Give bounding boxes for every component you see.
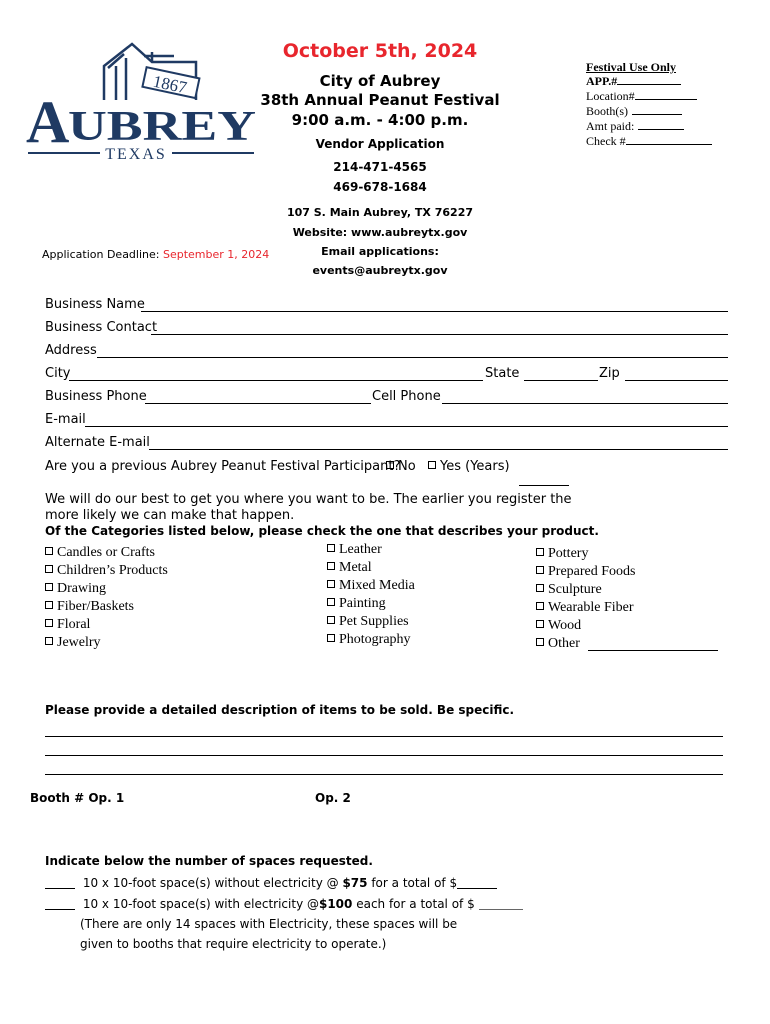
category-label: Jewelry xyxy=(57,635,101,650)
phone-2: 469-678-1684 xyxy=(333,180,427,194)
qty-without-electricity[interactable] xyxy=(45,888,75,889)
category-floral[interactable] xyxy=(45,616,168,634)
category-column-1 xyxy=(45,544,168,652)
category-photography[interactable] xyxy=(327,631,415,649)
cell-phone-field[interactable] xyxy=(442,403,728,404)
spaces-heading: Indicate below the number of spaces requested. xyxy=(45,854,373,868)
deadline xyxy=(42,248,269,261)
alt-email-row xyxy=(45,434,728,454)
deadline-date: September 1, 2024 xyxy=(162,248,270,261)
checkbox[interactable] xyxy=(327,616,335,624)
category-prepared-foods[interactable] xyxy=(536,563,636,581)
checkbox[interactable] xyxy=(327,580,335,588)
checkbox[interactable] xyxy=(536,602,544,610)
alt-email-label: Alternate E-mail xyxy=(45,435,150,450)
festival-use-title: Festival Use Only xyxy=(586,60,676,74)
total-without-electricity[interactable] xyxy=(457,888,497,889)
phone-row xyxy=(45,388,728,408)
category-label: Wood xyxy=(548,618,582,633)
category-label: Metal xyxy=(339,560,372,575)
email-address: events@aubreytx.gov xyxy=(312,264,448,277)
category-label: Leather xyxy=(339,542,382,557)
alt-email-field[interactable] xyxy=(149,449,728,450)
booth-op1: Booth # Op. 1 xyxy=(30,791,125,805)
email-label: Email applications: xyxy=(321,245,439,258)
aubrey-logo xyxy=(24,38,260,162)
cell-phone-label: Cell Phone xyxy=(372,389,441,404)
city-label: City xyxy=(45,366,71,381)
event-date: October 5th, 2024 xyxy=(282,40,478,62)
category-label: Prepared Foods xyxy=(548,564,636,579)
festival-title: 38th Annual Peanut Festival xyxy=(260,91,500,109)
category-label: Fiber/Baskets xyxy=(57,599,134,614)
checkbox[interactable] xyxy=(45,637,53,645)
fest-check: Check # xyxy=(586,134,712,148)
business-contact-row xyxy=(45,319,728,339)
business-name-field[interactable] xyxy=(141,311,728,312)
email-label-field: E-mail xyxy=(45,412,86,427)
city-title: City of Aubrey xyxy=(319,72,441,90)
space-without-electricity: 10 x 10-foot space(s) without electricity @ $75 for a total of $ xyxy=(45,875,497,891)
application-title: Vendor Application xyxy=(315,137,445,151)
logo-rest: UBREY xyxy=(68,104,256,150)
checkbox[interactable] xyxy=(45,547,53,555)
category-wood[interactable] xyxy=(536,617,636,635)
category-jewelry[interactable] xyxy=(45,634,168,652)
category-mixed-media[interactable] xyxy=(327,577,415,595)
register-note-2: more likely we can make that happen. xyxy=(45,508,295,523)
no-checkbox[interactable] xyxy=(386,461,394,469)
electricity-note-2: given to booths that require electricity to operate.) xyxy=(80,937,387,951)
description-prompt: Please provide a detailed description of items to be sold. Be specific. xyxy=(45,703,515,717)
category-label: Floral xyxy=(57,617,91,632)
email-field[interactable] xyxy=(85,426,728,427)
deadline-label: Application Deadline: xyxy=(42,248,160,261)
yes-checkbox[interactable] xyxy=(428,461,436,469)
yes-option[interactable]: Yes (Years) xyxy=(428,458,510,476)
category-label: Mixed Media xyxy=(339,578,415,593)
booth-op2: Op. 2 xyxy=(315,791,351,805)
category-metal[interactable] xyxy=(327,559,415,577)
zip-field[interactable] xyxy=(625,380,728,381)
category-fiber-baskets[interactable] xyxy=(45,598,168,616)
category-leather[interactable] xyxy=(327,541,415,559)
state-field[interactable] xyxy=(524,380,598,381)
previous-participant-row xyxy=(45,458,728,478)
checkbox[interactable] xyxy=(45,601,53,609)
space-with-electricity: 10 x 10-foot space(s) with electricity @$100 each for a total of $ xyxy=(45,896,523,912)
checkbox[interactable] xyxy=(45,619,53,627)
checkbox[interactable] xyxy=(45,565,53,573)
website: Website: www.aubreytx.gov xyxy=(292,226,468,239)
checkbox[interactable] xyxy=(536,638,544,646)
checkbox[interactable] xyxy=(327,544,335,552)
qty-with-electricity[interactable] xyxy=(45,909,75,910)
category-label: Children’s Products xyxy=(57,563,168,578)
checkbox[interactable] xyxy=(536,566,544,574)
category-label: Pottery xyxy=(548,546,589,561)
category-column-3 xyxy=(536,545,636,653)
mailing-address: 107 S. Main Aubrey, TX 76227 xyxy=(286,206,474,219)
business-phone-field[interactable] xyxy=(145,403,371,404)
address-row xyxy=(45,342,728,362)
category-wearable-fiber[interactable] xyxy=(536,599,636,617)
no-option[interactable]: No xyxy=(386,458,416,476)
zip-label: Zip xyxy=(599,366,620,381)
city-row xyxy=(45,365,728,385)
category-label: Drawing xyxy=(57,581,106,596)
logo-year: 1867 xyxy=(151,71,189,98)
checkbox[interactable] xyxy=(536,620,544,628)
category-drawing[interactable] xyxy=(45,580,168,598)
category-label: Photography xyxy=(339,632,411,647)
description-line-1[interactable] xyxy=(45,736,723,737)
email-row xyxy=(45,411,728,431)
category-label: Wearable Fiber xyxy=(548,600,634,615)
logo-state: TEXAS xyxy=(105,146,167,162)
business-phone-label: Business Phone xyxy=(45,389,147,404)
logo-initial: A xyxy=(26,89,70,155)
category-sculpture[interactable] xyxy=(536,581,636,599)
business-contact-label: Business Contact xyxy=(45,320,158,335)
fest-app: APP.# xyxy=(586,74,681,88)
years-field[interactable] xyxy=(519,485,569,486)
previous-question: Are you a previous Aubrey Peanut Festival Participant? xyxy=(45,459,401,474)
checkbox[interactable] xyxy=(536,584,544,592)
category-pottery[interactable] xyxy=(536,545,636,563)
checkbox[interactable] xyxy=(327,598,335,606)
address-label: Address xyxy=(45,343,97,358)
checkbox[interactable] xyxy=(327,634,335,642)
category-label: Painting xyxy=(339,596,386,611)
business-name-row xyxy=(45,296,728,316)
city-field[interactable] xyxy=(69,380,483,381)
checkbox[interactable] xyxy=(536,548,544,556)
category-children-s-products[interactable] xyxy=(45,562,168,580)
address-field[interactable] xyxy=(97,357,728,358)
category-label: Pet Supplies xyxy=(339,614,409,629)
category-pet-supplies[interactable] xyxy=(327,613,415,631)
business-name-label: Business Name xyxy=(45,297,145,312)
category-label: Other xyxy=(548,636,580,651)
other-field[interactable] xyxy=(588,650,718,651)
checkbox[interactable] xyxy=(327,562,335,570)
total-with-electricity[interactable] xyxy=(479,909,523,910)
fest-location: Location# xyxy=(586,89,697,103)
category-label: Candles or Crafts xyxy=(57,545,155,560)
category-painting[interactable] xyxy=(327,595,415,613)
electricity-note-1: (There are only 14 spaces with Electricity, these spaces will be xyxy=(80,917,458,931)
categories-heading: Of the Categories listed below, please check the one that describes your product. xyxy=(45,524,599,538)
state-label: State xyxy=(485,366,520,381)
description-line-3[interactable] xyxy=(45,774,723,775)
fest-booths: Booth(s) xyxy=(586,104,682,118)
business-contact-field[interactable] xyxy=(151,334,728,335)
category-candles-or-crafts[interactable] xyxy=(45,544,168,562)
register-note-1: We will do our best to get you where you want to be. The earlier you register the xyxy=(45,492,572,507)
category-column-2 xyxy=(327,541,415,649)
category-label: Sculpture xyxy=(548,582,602,597)
festival-hours: 9:00 a.m. - 4:00 p.m. xyxy=(291,111,469,129)
fest-amt: Amt paid: xyxy=(586,119,684,133)
checkbox[interactable] xyxy=(45,583,53,591)
description-line-2[interactable] xyxy=(45,755,723,756)
phone-1: 214-471-4565 xyxy=(333,160,427,174)
